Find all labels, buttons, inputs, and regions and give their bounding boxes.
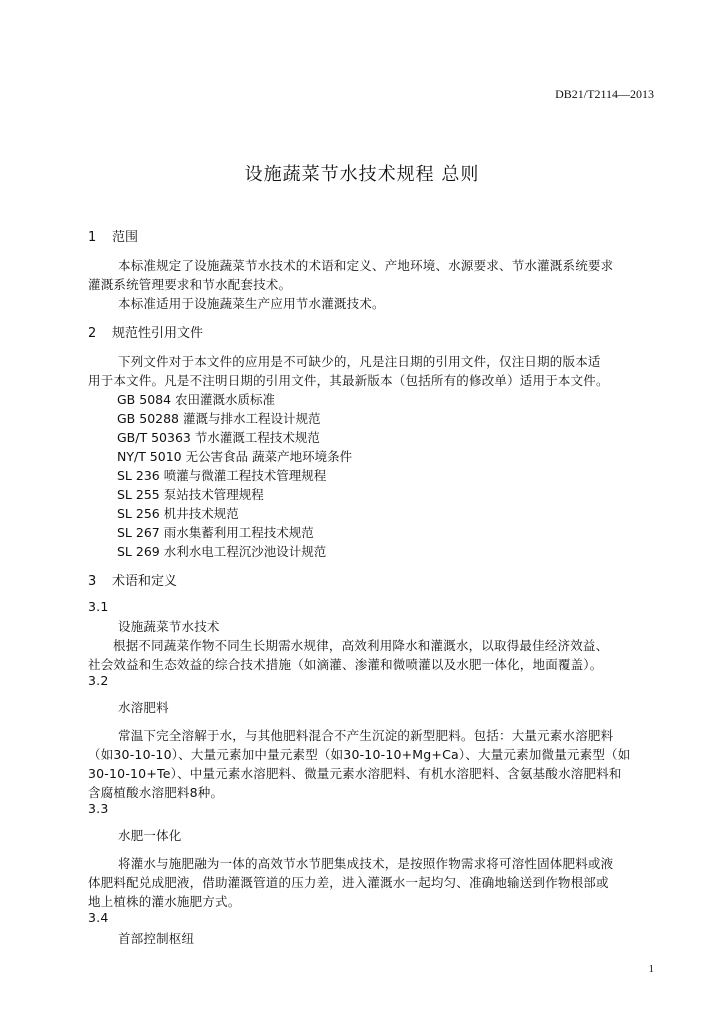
reference-item: GB 5084 农田灌溉水质标准 (117, 392, 276, 407)
document-title: 设施蔬菜节水技术规程 总则 (244, 164, 480, 185)
term-3-4-name: 首部控制枢纽 (118, 931, 195, 946)
section-number: 1 (88, 230, 97, 245)
page-number: 1 (648, 963, 654, 975)
term-3-3-def-line3: 地上植株的灌水施肥方式。 (88, 894, 241, 909)
term-3-1-def-line1: 根据不同蔬菜作物不同生长期需水规律，高效利用降水和灌溉水，以取得最佳经济效益、 (113, 638, 609, 653)
section-number: 2 (88, 326, 97, 341)
section-title: 范围 (112, 230, 139, 245)
reference-item: SL 236 喷灌与微灌工程技术管理规程 (117, 468, 327, 483)
term-3-3-number: 3.3 (88, 801, 109, 816)
section-1-heading (88, 226, 138, 245)
s1-para2: 本标准适用于设施蔬菜生产应用节水灌溉技术。 (118, 296, 385, 311)
term-3-1-name: 设施蔬菜节水技术 (118, 619, 220, 634)
reference-item: GB/T 50363 节水灌溉工程技术规范 (117, 430, 320, 445)
term-3-3-def-line1: 将灌水与施肥融为一体的高效节水节肥集成技术，是按照作物需求将可溶性固体肥料或液 (118, 856, 614, 871)
term-3-2-def-line2: （如30-10-10）、大量元素加中量元素型（如30-10-10+Mg+Ca）、大量元素加微量元素型（如 (88, 747, 631, 762)
s2-para1-line2: 用于本文件。凡是不注明日期的引用文件，其最新版本（包括所有的修改单）适用于本文件。 (88, 373, 609, 388)
term-3-2-number: 3.2 (88, 673, 109, 688)
reference-item: SL 256 机井技术规范 (117, 506, 239, 521)
reference-item: SL 267 雨水集蓄利用工程技术规范 (117, 525, 314, 540)
term-3-3-def-line2: 体肥料配兑成肥液，借助灌溉管道的压力差，进入灌溉水一起均匀、准确地输送到作物根部或 (88, 875, 609, 890)
s2-para1-line1: 下列文件对于本文件的应用是不可缺少的，凡是注日期的引用文件，仅注日期的版本适 (118, 354, 601, 369)
s1-para1-line1: 本标准规定了设施蔬菜节水技术的术语和定义、产地环境、水源要求、节水灌溉系统要求 (118, 258, 614, 273)
term-3-1-number: 3.1 (88, 599, 109, 614)
reference-item: SL 255 泵站技术管理规程 (117, 487, 264, 502)
term-3-2-name: 水溶肥料 (118, 700, 169, 715)
term-3-2-def-line1: 常温下完全溶解于水，与其他肥料混合不产生沉淀的新型肥料。包括：大量元素水溶肥料 (118, 728, 614, 743)
document-code: DB21/T2114—2013 (555, 87, 654, 101)
section-2-heading (88, 322, 203, 341)
reference-item: SL 269 水利水电工程沉沙池设计规范 (117, 544, 327, 559)
section-title: 术语和定义 (112, 574, 178, 589)
term-3-4-number: 3.4 (88, 910, 109, 925)
term-3-2-def-line3: 30-10-10+Te）、中量元素水溶肥料、微量元素水溶肥料、有机水溶肥料、含氨基酸水溶肥料和 (88, 766, 622, 781)
term-3-3-name: 水肥一体化 (118, 828, 182, 843)
section-title: 规范性引用文件 (112, 326, 204, 341)
term-3-1-def-line2: 社会效益和生态效益的综合技术措施（如滴灌、渗灌和微喷灌以及水肥一体化，地面覆盖）。 (88, 657, 603, 672)
term-3-2-def-line4: 含腐植酸水溶肥料8种。 (88, 785, 224, 800)
reference-item: GB 50288 灌溉与排水工程设计规范 (117, 411, 321, 426)
section-number: 3 (88, 574, 97, 589)
s1-para1-line2: 灌溉系统管理要求和节水配套技术。 (88, 277, 292, 292)
reference-item: NY/T 5010 无公害食品 蔬菜产地环境条件 (117, 449, 353, 464)
section-3-heading (88, 570, 177, 589)
